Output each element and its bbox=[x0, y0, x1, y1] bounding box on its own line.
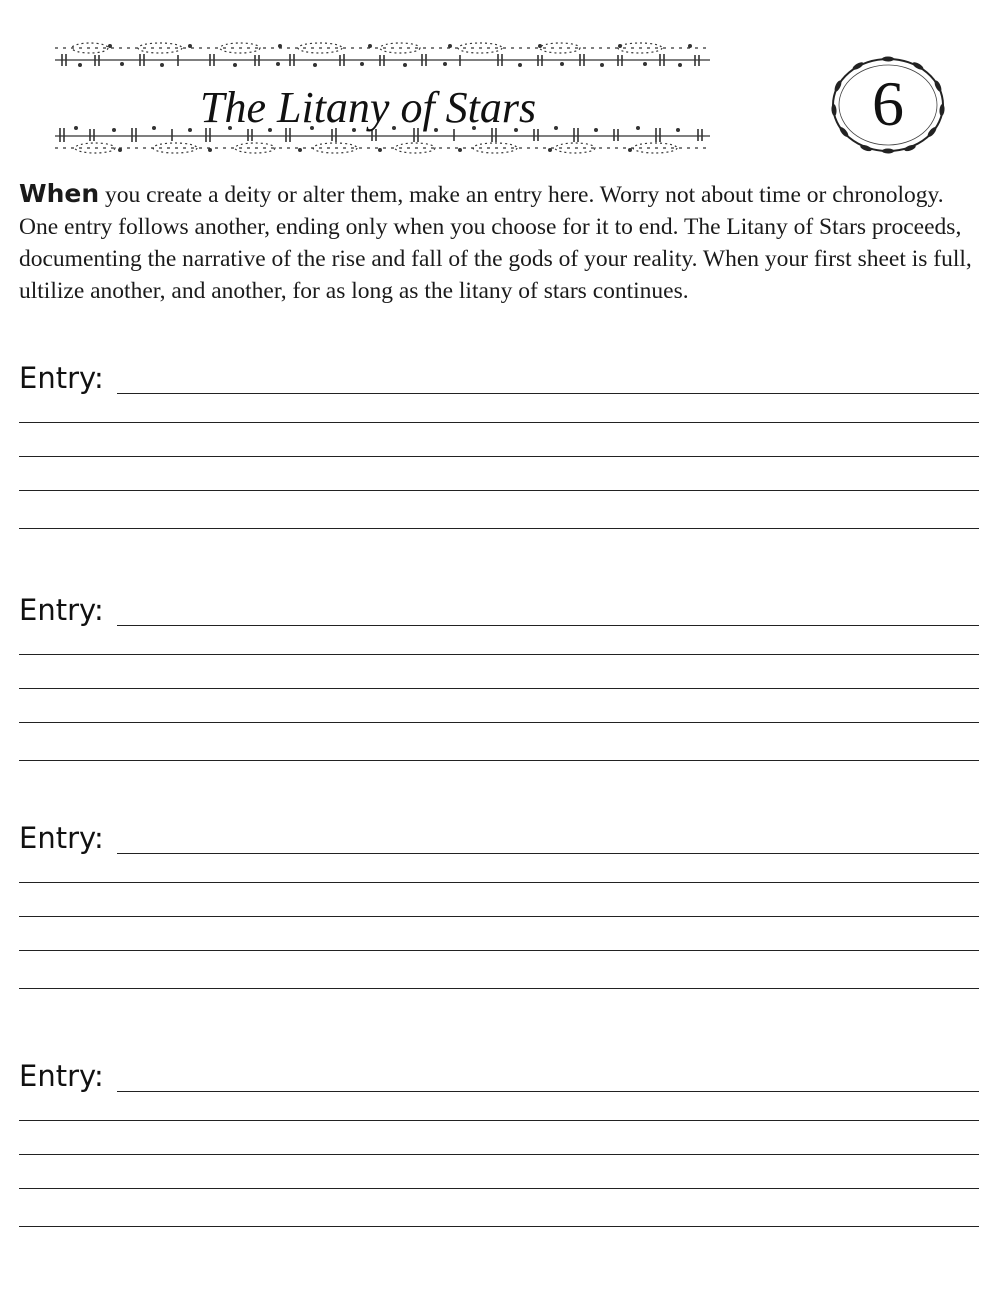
entry-title-line[interactable] bbox=[117, 1091, 979, 1092]
entry-write-line[interactable] bbox=[19, 456, 979, 457]
entry-write-line[interactable] bbox=[19, 654, 979, 655]
entry-header bbox=[19, 358, 979, 398]
entry-write-line[interactable] bbox=[19, 722, 979, 723]
entry-write-line[interactable] bbox=[19, 688, 979, 689]
entry-write-line[interactable] bbox=[19, 916, 979, 917]
entry-header bbox=[19, 1056, 979, 1096]
entry-block bbox=[19, 358, 979, 538]
intro-lead-word: When bbox=[19, 179, 100, 208]
chapter-number: 6 bbox=[872, 68, 904, 139]
entry-write-line[interactable] bbox=[19, 1226, 979, 1227]
entry-write-line[interactable] bbox=[19, 760, 979, 761]
entry-title-line[interactable] bbox=[117, 625, 979, 626]
entry-write-line[interactable] bbox=[19, 882, 979, 883]
entry-label: Entry: bbox=[19, 1059, 104, 1093]
intro-paragraph bbox=[19, 178, 985, 307]
entry-write-line[interactable] bbox=[19, 1120, 979, 1121]
entry-block bbox=[19, 590, 979, 770]
entry-header bbox=[19, 818, 979, 858]
entry-title-line[interactable] bbox=[117, 393, 979, 394]
entry-block bbox=[19, 1056, 979, 1236]
entry-header bbox=[19, 590, 979, 630]
entry-title-line[interactable] bbox=[117, 853, 979, 854]
entry-write-line[interactable] bbox=[19, 950, 979, 951]
entry-write-line[interactable] bbox=[19, 422, 979, 423]
entry-write-line[interactable] bbox=[19, 528, 979, 529]
entry-label: Entry: bbox=[19, 361, 104, 395]
entry-label: Entry: bbox=[19, 593, 104, 627]
chapter-badge bbox=[828, 54, 948, 156]
page-title: The Litany of Stars bbox=[200, 83, 537, 132]
entry-write-line[interactable] bbox=[19, 1154, 979, 1155]
entry-write-line[interactable] bbox=[19, 1188, 979, 1189]
entry-write-line[interactable] bbox=[19, 490, 979, 491]
entry-write-line[interactable] bbox=[19, 988, 979, 989]
entry-label: Entry: bbox=[19, 821, 104, 855]
entry-block bbox=[19, 818, 979, 998]
title-banner bbox=[50, 38, 715, 162]
intro-text: you create a deity or alter them, make an entry here. Worry not about time or chronology. One entry follows another, ending only when you choose for it to end. The Litany of Stars proceeds, documenting the narrative of the rise and fall of the gods of your reality. When your first sheet is full, ultilize another, and another, for as long as the litany of stars continues. bbox=[19, 182, 972, 304]
